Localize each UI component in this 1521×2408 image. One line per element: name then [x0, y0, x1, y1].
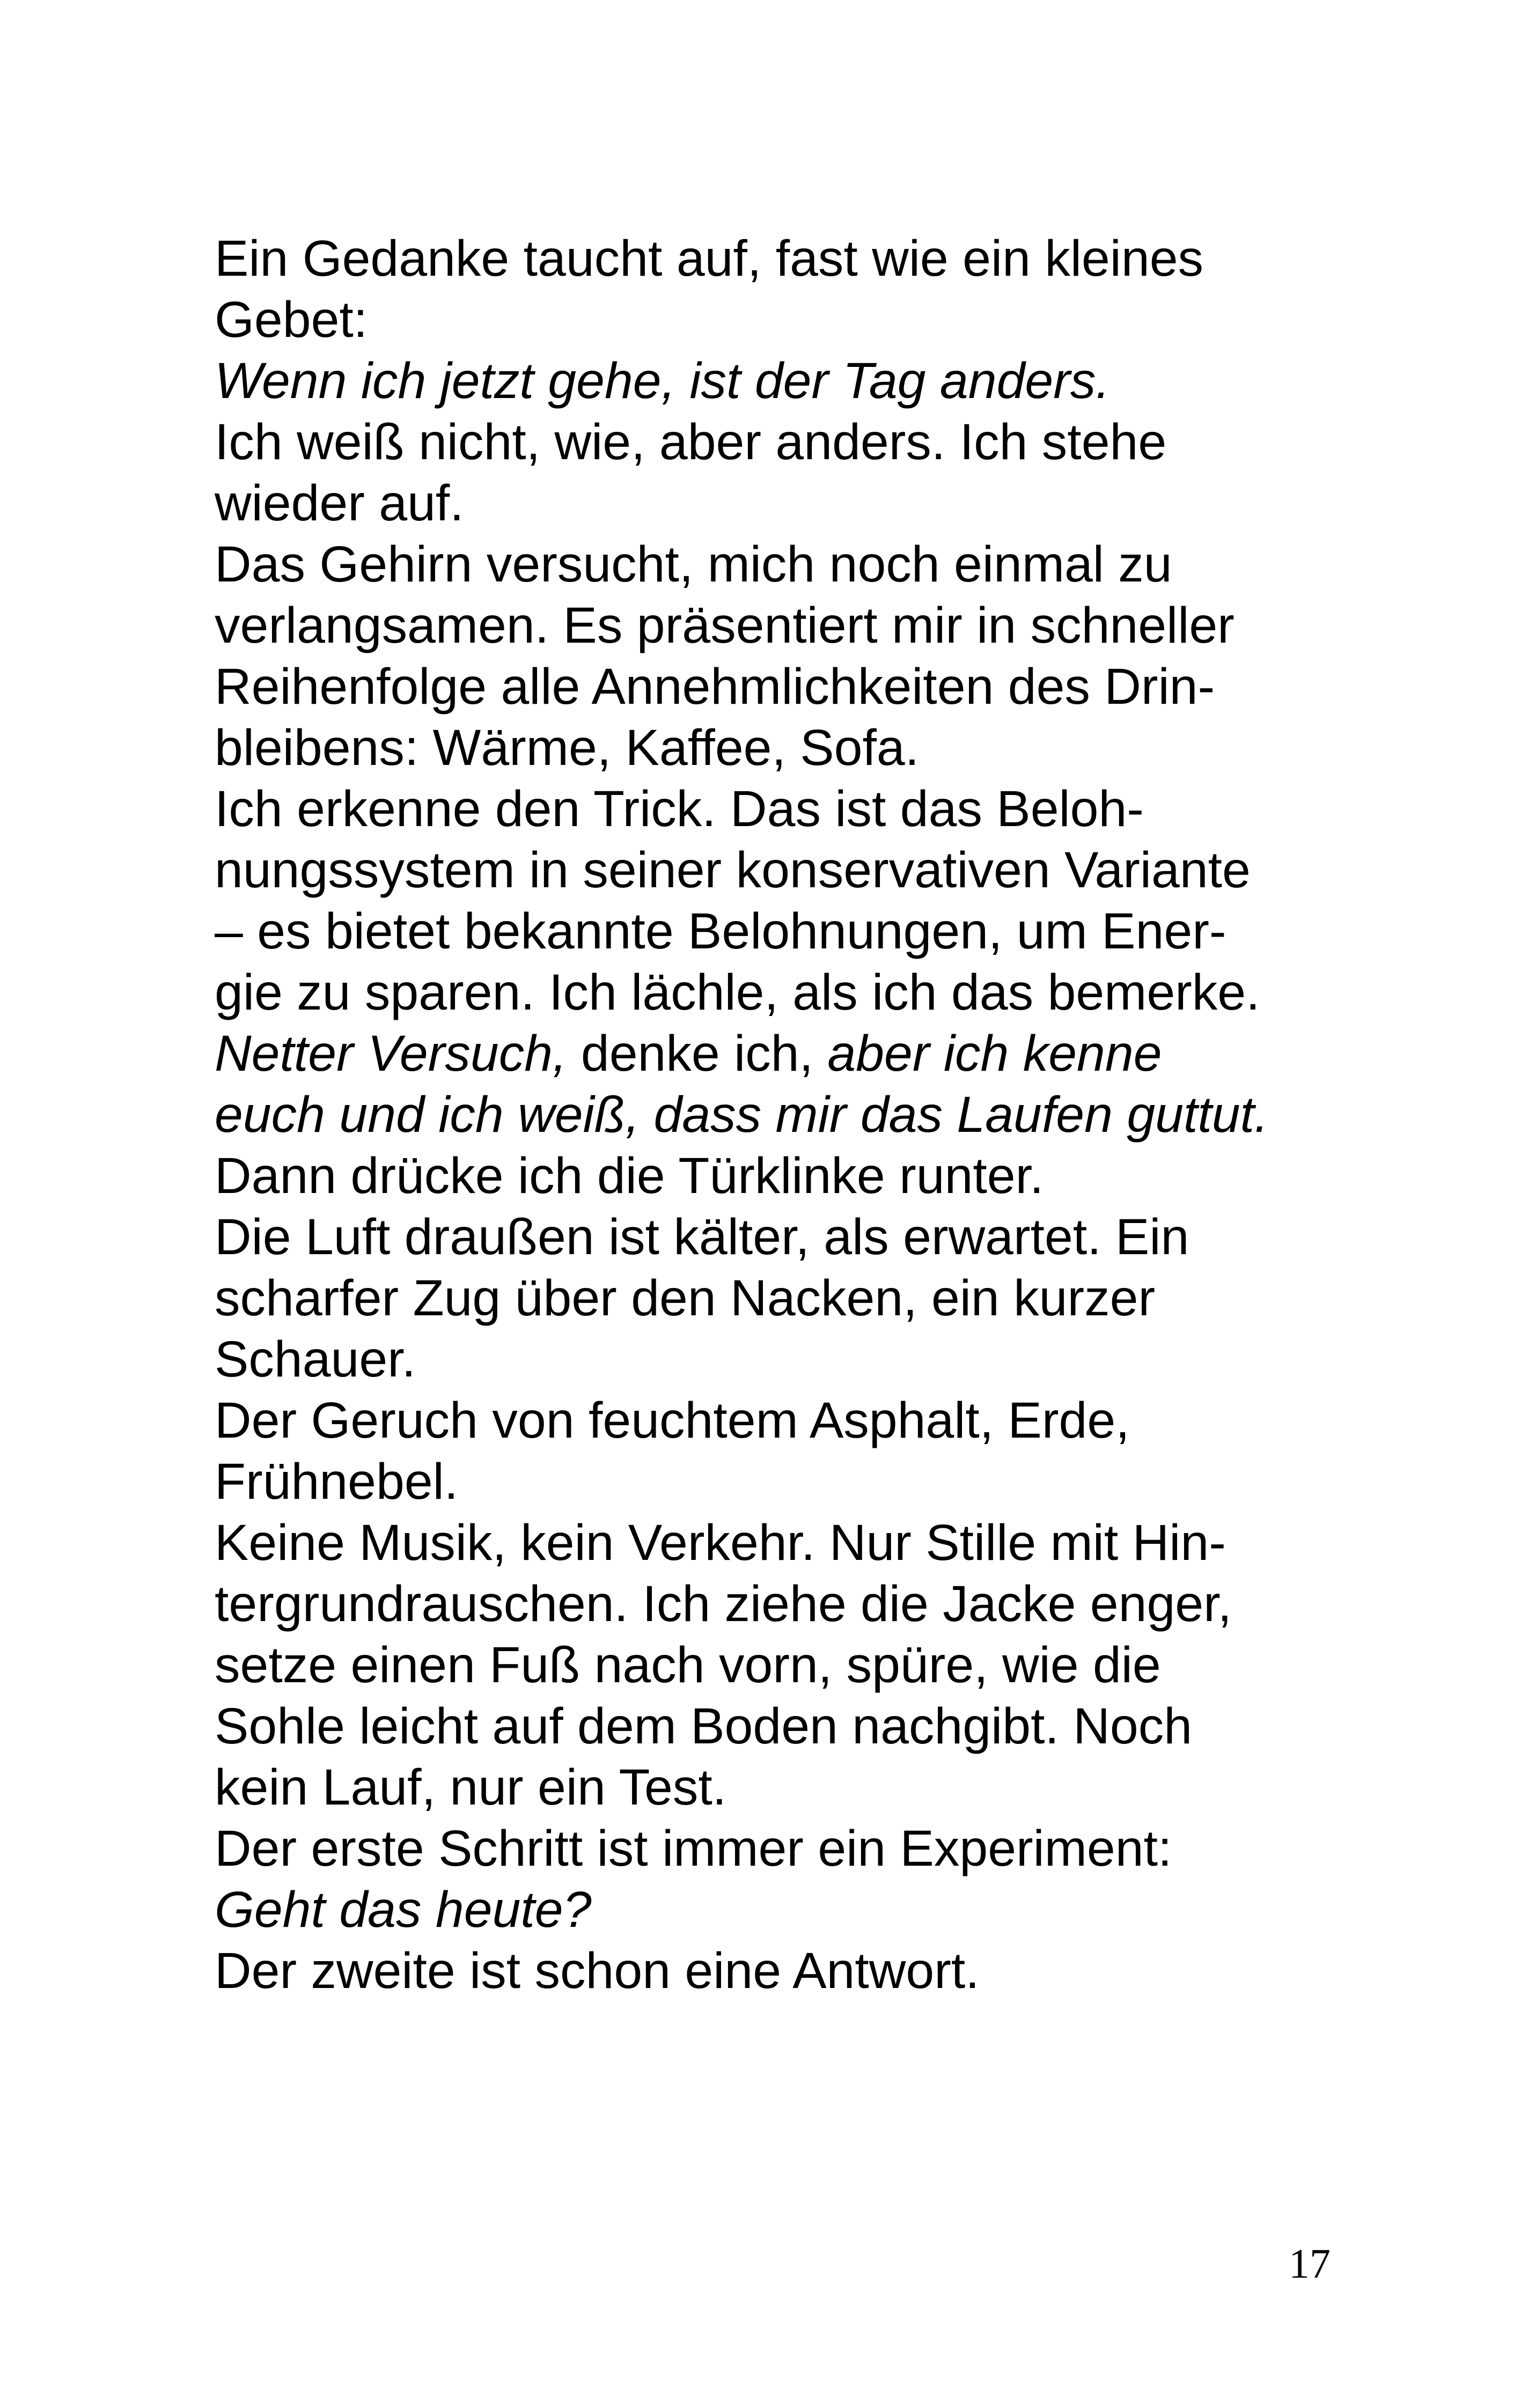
- text-line: [215, 1940, 1336, 2001]
- text-line: [215, 1757, 1336, 1818]
- text-line: [215, 1206, 1336, 1268]
- text-line: [215, 656, 1336, 717]
- text-line: [215, 901, 1336, 962]
- text-segment: nungssystem in seiner konservativen Variante: [215, 842, 1251, 899]
- text-line: [215, 228, 1336, 289]
- text-line: [215, 473, 1336, 534]
- italic-text: aber ich kenne: [827, 1025, 1162, 1082]
- text-line: [215, 962, 1336, 1023]
- body-text: [215, 228, 1336, 2001]
- text-line: [215, 411, 1336, 473]
- text-segment: Reihenfolge alle Annehmlichkeiten des Drin-: [215, 658, 1215, 715]
- text-segment: Die Luft draußen ist kälter, als erwartet. Ein: [215, 1209, 1189, 1265]
- text-segment: setze einen Fuß nach vorn, spüre, wie die: [215, 1637, 1161, 1693]
- text-segment: denke ich,: [567, 1025, 828, 1082]
- text-segment: Der Geruch von feuchtem Asphalt, Erde,: [215, 1392, 1130, 1449]
- text-segment: – es bietet bekannte Belohnungen, um Ener-: [215, 903, 1226, 960]
- text-segment: tergrundrauschen. Ich ziehe die Jacke enger,: [215, 1575, 1232, 1632]
- text-segment: gie zu sparen. Ich lächle, als ich das bemerke.: [215, 964, 1260, 1021]
- text-line: [215, 1634, 1336, 1696]
- text-line: [215, 840, 1336, 901]
- text-segment: Das Gehirn versucht, mich noch einmal zu: [215, 536, 1172, 593]
- italic-text: Wenn ich jetzt gehe, ist der Tag anders.: [215, 352, 1110, 409]
- text-line: [215, 595, 1336, 656]
- italic-text: Geht das heute?: [215, 1881, 592, 1938]
- text-line: [215, 778, 1336, 840]
- page-number: 17: [1289, 2240, 1331, 2287]
- italic-text: euch und ich weiß, dass mir das Laufen guttut.: [215, 1086, 1269, 1143]
- text-line: [215, 289, 1336, 350]
- text-line: [215, 1573, 1336, 1634]
- text-segment: scharfer Zug über den Nacken, ein kurzer: [215, 1270, 1156, 1327]
- text-line: [215, 1268, 1336, 1329]
- text-line: [215, 1390, 1336, 1451]
- text-line: [215, 1512, 1336, 1573]
- text-segment: Der zweite ist schon eine Antwort.: [215, 1942, 980, 1999]
- text-line: [215, 1329, 1336, 1390]
- text-segment: Keine Musik, kein Verkehr. Nur Stille mit Hin-: [215, 1514, 1226, 1571]
- text-segment: wieder auf.: [215, 475, 464, 532]
- text-segment: Sohle leicht auf dem Boden nachgibt. Noch: [215, 1698, 1193, 1755]
- text-line: [215, 350, 1336, 411]
- text-segment: bleibens: Wärme, Kaffee, Sofa.: [215, 719, 920, 776]
- text-segment: verlangsamen. Es präsentiert mir in schneller: [215, 597, 1235, 654]
- text-line: [215, 717, 1336, 778]
- text-segment: Ich erkenne den Trick. Das ist das Beloh-: [215, 780, 1144, 837]
- text-line: [215, 1084, 1336, 1145]
- text-segment: Frühnebel.: [215, 1453, 459, 1510]
- italic-text: Netter Versuch,: [215, 1025, 567, 1082]
- text-segment: Gebet:: [215, 291, 368, 348]
- text-line: [215, 1696, 1336, 1757]
- text-segment: kein Lauf, nur ein Test.: [215, 1759, 727, 1816]
- text-line: [215, 1818, 1336, 1879]
- text-line: [215, 1145, 1336, 1206]
- text-segment: Schauer.: [215, 1331, 416, 1388]
- text-segment: Ich weiß nicht, wie, aber anders. Ich stehe: [215, 414, 1167, 470]
- text-line: [215, 1879, 1336, 1940]
- text-line: [215, 1023, 1336, 1084]
- text-segment: Ein Gedanke taucht auf, fast wie ein kleines: [215, 230, 1204, 287]
- text-line: [215, 1451, 1336, 1512]
- text-segment: Dann drücke ich die Türklinke runter.: [215, 1147, 1044, 1204]
- text-line: [215, 534, 1336, 595]
- text-segment: Der erste Schritt ist immer ein Experiment:: [215, 1820, 1172, 1877]
